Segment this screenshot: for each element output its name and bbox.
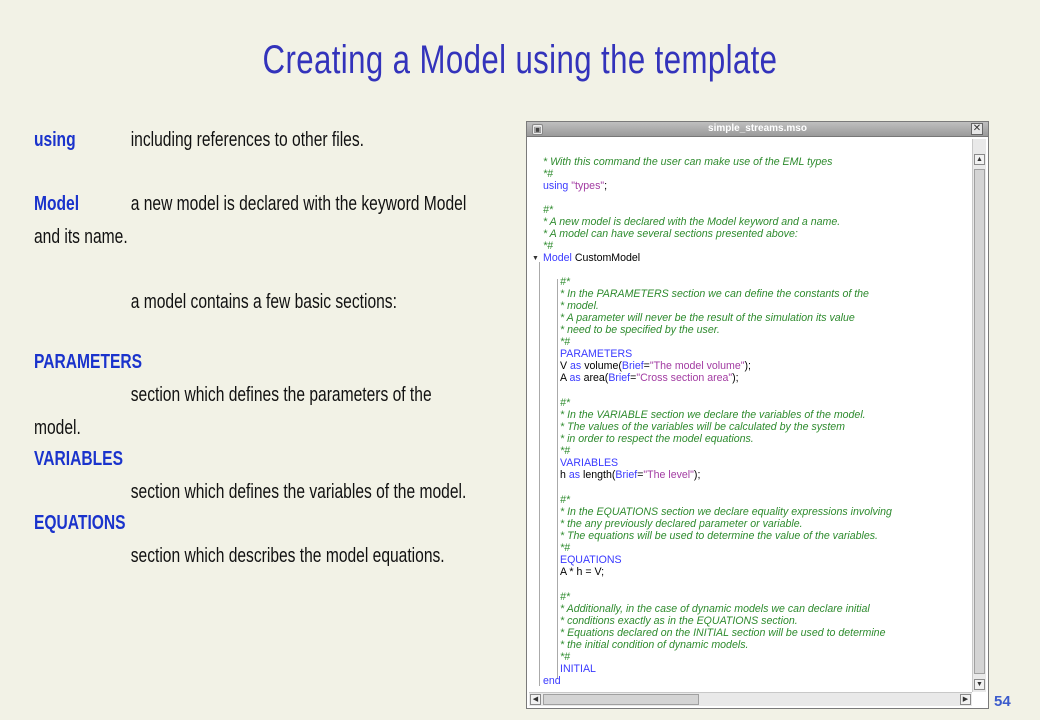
equations-line	[34, 510, 126, 536]
code-line: *#	[543, 168, 554, 180]
code-text: length(	[583, 469, 616, 481]
code-line: VARIABLES	[560, 457, 619, 469]
code-keyword: Brief	[608, 372, 631, 384]
code-string: "Cross section area"	[636, 372, 733, 384]
equations-keyword: EQUATIONS	[34, 512, 126, 534]
code-line: * need to be specified by the user.	[560, 324, 720, 336]
code-keyword: Brief	[621, 360, 644, 372]
using-keyword: using	[34, 129, 76, 151]
code-line: * A model can have several sections presented above:	[543, 228, 798, 240]
code-line	[560, 360, 751, 372]
code-line: * In the PARAMETERS section we can define the constants of the	[560, 288, 869, 300]
code-keyword: Brief	[615, 469, 638, 481]
code-line: #*	[560, 494, 571, 506]
code-line: * The equations will be used to determine the value of the variables.	[560, 530, 879, 542]
code-line: * With this command the user can make use of the EML types	[543, 156, 833, 168]
scroll-down-icon[interactable]: ▼	[974, 679, 985, 690]
code-text: );	[732, 372, 739, 384]
code-text: ;	[604, 180, 608, 192]
scroll-up-icon[interactable]: ▲	[974, 154, 985, 165]
code-line	[560, 372, 739, 384]
code-text: h	[560, 469, 566, 481]
editor-window	[526, 121, 989, 709]
code-line: * In the EQUATIONS section we declare equality expressions involving	[560, 506, 892, 518]
code-keyword: using	[543, 180, 569, 192]
code-text: V	[560, 360, 568, 372]
code-line: * Equations declared on the INITIAL section will be used to determine	[560, 627, 886, 639]
code-line: * the any previously declared parameter or variable.	[560, 518, 803, 530]
code-line: *#	[560, 651, 571, 663]
code-line: #*	[560, 397, 571, 409]
horizontal-scroll-thumb[interactable]	[543, 694, 699, 705]
using-description: including references to other files.	[130, 129, 364, 151]
parameters-description: section which defines the parameters of the	[130, 384, 432, 406]
horizontal-scrollbar[interactable]	[529, 692, 972, 706]
code-line: #*	[543, 204, 554, 216]
code-line: * model.	[560, 300, 599, 312]
code-keyword: as	[568, 469, 581, 481]
scroll-left-icon[interactable]: ◀	[530, 694, 541, 705]
code-string: "types"	[571, 180, 605, 192]
code-text: =	[643, 360, 650, 372]
code-line	[543, 252, 640, 264]
fold-guide-model	[539, 262, 540, 686]
code-line: PARAMETERS	[560, 348, 633, 360]
slide-title: Creating a Model using the template	[262, 38, 778, 82]
code-line: #*	[560, 591, 571, 603]
variables-keyword: VARIABLES	[34, 448, 123, 470]
code-text: A	[560, 372, 567, 384]
code-line: * A parameter will never be the result of the simulation its value	[560, 312, 855, 324]
scroll-right-icon[interactable]: ▶	[960, 694, 971, 705]
variables-line	[34, 446, 123, 472]
code-string: "The level"	[643, 469, 694, 481]
code-line: #*	[560, 276, 571, 288]
code-line: * Additionally, in the case of dynamic models we can declare initial	[560, 603, 870, 615]
parameters-keyword: PARAMETERS	[34, 351, 143, 373]
window-titlebar[interactable]	[527, 122, 988, 137]
code-line: * conditions exactly as in the EQUATIONS section.	[560, 615, 798, 627]
close-button[interactable]	[971, 123, 983, 135]
code-text: );	[744, 360, 752, 372]
code-editor[interactable]	[529, 139, 972, 692]
model-description-cont: and its name.	[34, 226, 128, 248]
page-number: 54	[994, 693, 1011, 710]
document-icon[interactable]: ▣	[533, 125, 542, 134]
code-line: *#	[543, 240, 554, 252]
code-line: * the initial condition of dynamic models.	[560, 639, 749, 651]
parameters-line	[34, 349, 142, 375]
code-text: volume(	[584, 360, 622, 372]
code-keyword: Model	[543, 252, 572, 264]
sections-intro: a model contains a few basic sections:	[130, 291, 397, 313]
code-text: CustomModel	[574, 252, 641, 264]
variables-description: section which defines the variables of the model.	[130, 481, 467, 503]
code-line: INITIAL	[560, 663, 596, 675]
code-keyword: as	[569, 372, 581, 384]
code-line: * A new model is declared with the Model keyword and a name.	[543, 216, 841, 228]
code-text: =	[637, 469, 644, 481]
using-line	[34, 127, 76, 153]
model-description: a new model is declared with the keyword Model	[130, 193, 467, 215]
code-line: end	[543, 675, 561, 687]
code-line	[560, 469, 700, 481]
code-line: A * h = V;	[560, 566, 605, 578]
code-line: * The values of the variables will be calculated by the system	[560, 421, 845, 433]
code-keyword: as	[570, 360, 582, 372]
code-line: *#	[560, 336, 571, 348]
fold-toggle-icon[interactable]: ▼	[532, 255, 539, 262]
model-line	[34, 191, 79, 217]
code-line	[543, 180, 607, 192]
code-text: =	[630, 372, 637, 384]
code-text: );	[693, 469, 701, 481]
code-string: "The model volume"	[649, 360, 745, 372]
window-title: simple_streams.mso	[708, 123, 807, 134]
code-line: * in order to respect the model equations.	[560, 433, 754, 445]
code-text: area(	[583, 372, 609, 384]
code-line: EQUATIONS	[560, 554, 622, 566]
equations-description: section which describes the model equations.	[130, 545, 445, 567]
close-icon: ✕	[972, 123, 982, 134]
code-line: *#	[560, 542, 571, 554]
model-keyword: Model	[34, 193, 80, 215]
vertical-scrollbar[interactable]	[972, 139, 986, 692]
parameters-description-cont: model.	[34, 417, 81, 439]
vertical-scroll-thumb[interactable]	[974, 169, 985, 674]
fold-guide-sections	[557, 279, 558, 679]
code-line: * In the VARIABLE section we declare the variables of the model.	[560, 409, 866, 421]
code-line: *#	[560, 445, 571, 457]
